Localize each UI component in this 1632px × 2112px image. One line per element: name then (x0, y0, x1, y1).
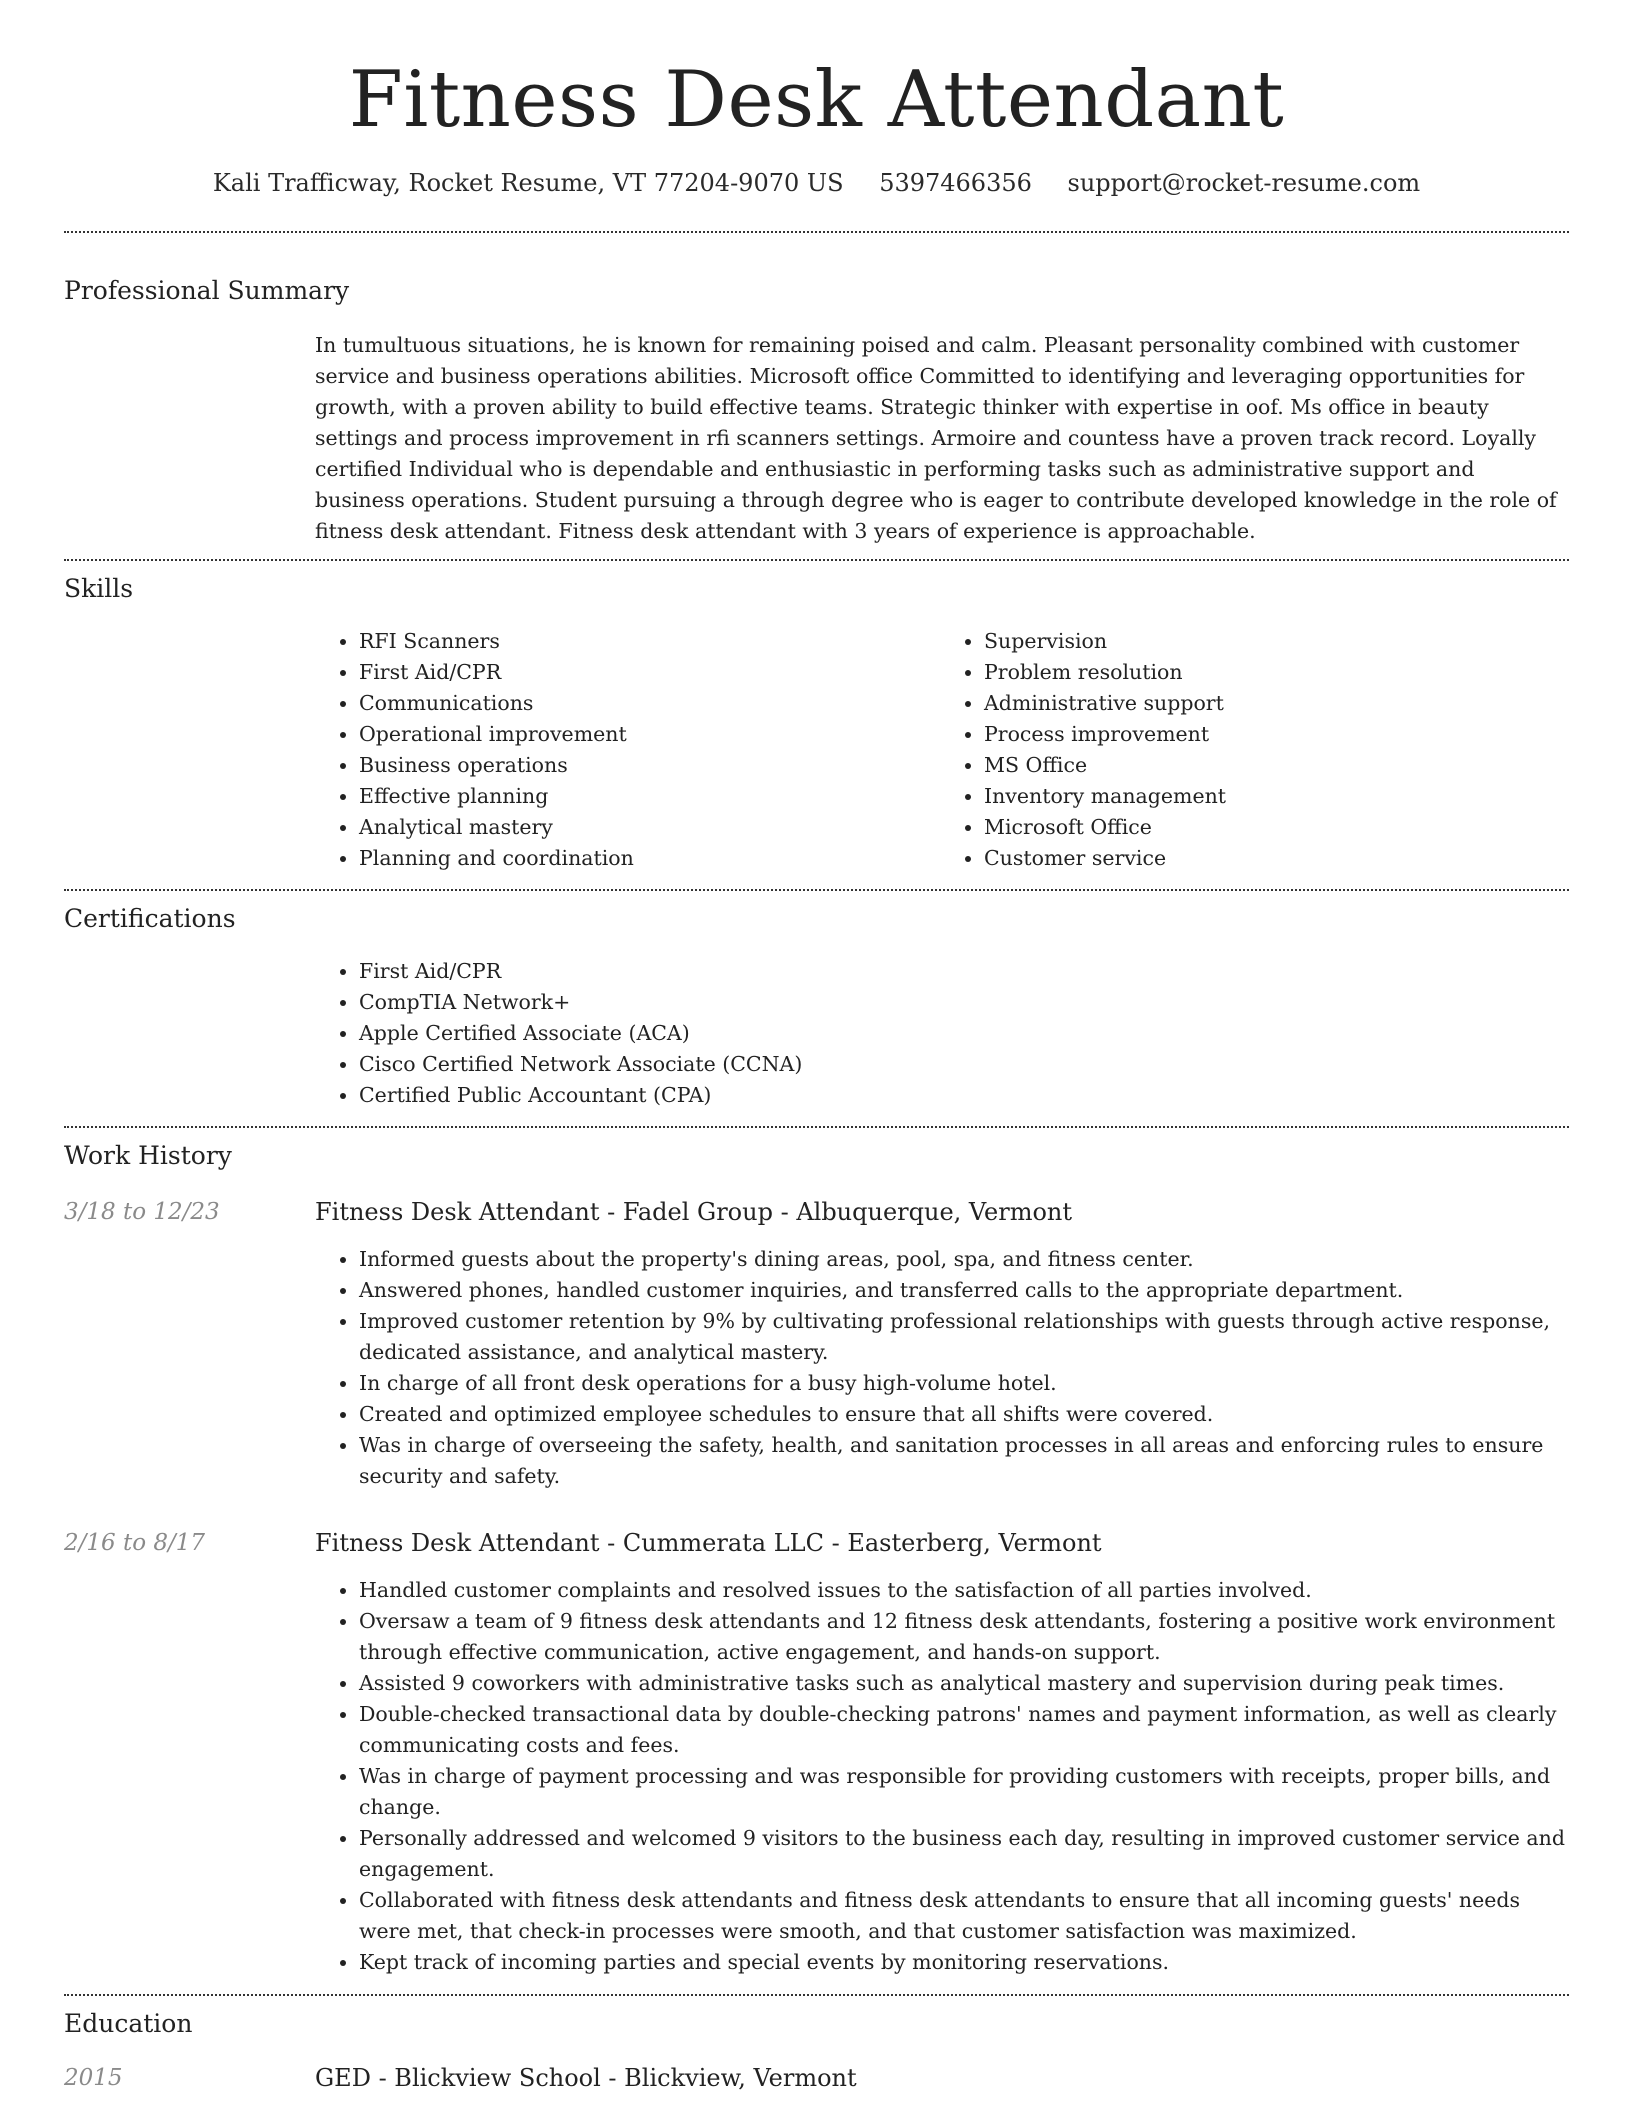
list-item: • Double-checked transactional data by double-checking patrons' names and payment information, as well as clearly communicating costs and fees. (359, 1699, 1569, 1761)
list-item: • Customer service (984, 843, 1565, 874)
list-item: • Personally addressed and welcomed 9 visitors to the business each day, resulting in improved customer service and engagement. (359, 1823, 1569, 1885)
divider (64, 231, 1569, 233)
list-item: • Microsoft Office (984, 812, 1565, 843)
job-bullets (315, 1575, 1569, 1978)
contact-email: support@rocket-resume.com (1067, 169, 1421, 197)
section-title-certifications: Certifications (64, 904, 236, 933)
resume-page (64, 0, 1569, 2094)
list-item: • Business operations (359, 750, 940, 781)
list-item: • Informed guests about the property's dining areas, pool, spa, and fitness center. (359, 1244, 1569, 1275)
list-item: • Was in charge of overseeing the safety, health, and sanitation processes in all areas and enforcing rules to ensure security and safety. (359, 1430, 1569, 1492)
list-item: • Effective planning (359, 781, 940, 812)
list-item: • Collaborated with fitness desk attendants and fitness desk attendants to ensure that all incoming guests' needs were met, that check-in processes were smooth, and that customer satisfaction was maximized. (359, 1885, 1569, 1947)
list-item: • Operational improvement (359, 719, 940, 750)
contact-phone: 5397466356 (879, 169, 1032, 197)
list-item: • Handled customer complaints and resolved issues to the satisfaction of all parties involved. (359, 1575, 1569, 1606)
list-item: • Inventory management (984, 781, 1565, 812)
certifications-list (315, 956, 1565, 1111)
section-title-education: Education (64, 2009, 193, 2038)
resume-name: Fitness Desk Attendant (348, 55, 1285, 145)
list-item: • Was in charge of payment processing and was responsible for providing customers with receipts, proper bills, and change. (359, 1761, 1569, 1823)
job-heading: Fitness Desk Attendant - Fadel Group - Albuquerque, Vermont (315, 1198, 1073, 1226)
summary-text: In tumultuous situations, he is known for remaining poised and calm. Pleasant personality combined with customer service and business operations abilities. Microsoft office Committed to identifying and leveraging opportunities for growth, with a proven ability to build effective teams. Strategic thinker with expertise in oof. Ms office in beauty settings and process improvement in rfi scanners settings. Armoire and countess have a proven track record. Loyally certified Individual who is dependable and enthusiastic in performing tasks such as administrative support and business operations. Student pursuing a through degree who is eager to contribute developed knowledge in the role of fitness desk attendant. Fitness desk attendant with 3 years of experience is approachable. (315, 333, 1557, 543)
list-item: • Improved customer retention by 9% by cultivating professional relationships with guests through active response, dedicated assistance, and analytical mastery. (359, 1306, 1569, 1368)
list-item: • Oversaw a team of 9 fitness desk attendants and 12 fitness desk attendants, fostering a positive work environment through effective communication, active engagement, and hands-on support. (359, 1606, 1569, 1668)
divider (64, 889, 1569, 891)
list-item: • Problem resolution (984, 657, 1565, 688)
job-dates: 2/16 to 8/17 (64, 1530, 206, 1556)
job-entry (64, 1196, 1569, 1492)
divider (64, 559, 1569, 561)
section-title-work-history: Work History (64, 1141, 232, 1170)
section-title-skills: Skills (64, 574, 134, 603)
contact-address: Kali Trafficway, Rocket Resume, VT 77204-9070 US (212, 169, 844, 197)
list-item: • Kept track of incoming parties and special events by monitoring reservations. (359, 1947, 1569, 1978)
list-item: • Planning and coordination (359, 843, 940, 874)
list-item: • Administrative support (984, 688, 1565, 719)
job-heading: Fitness Desk Attendant - Cummerata LLC - Easterberg, Vermont (315, 1529, 1102, 1557)
list-item: • Answered phones, handled customer inquiries, and transferred calls to the appropriate department. (359, 1275, 1569, 1306)
education-year: 2015 (64, 2065, 123, 2091)
education-entry (64, 2062, 1569, 2094)
list-item: • MS Office (984, 750, 1565, 781)
list-item: • Certified Public Accountant (CPA) (359, 1080, 1565, 1111)
list-item: • First Aid/CPR (359, 657, 940, 688)
list-item: • Communications (359, 688, 940, 719)
skills-column-right (940, 626, 1565, 874)
list-item: • Created and optimized employee schedules to ensure that all shifts were covered. (359, 1399, 1569, 1430)
education-heading: GED - Blickview School - Blickview, Vermont (315, 2064, 857, 2092)
contact-line (64, 168, 1569, 198)
list-item: • First Aid/CPR (359, 956, 1565, 987)
job-dates: 3/18 to 12/23 (64, 1199, 220, 1225)
list-item: • Supervision (984, 626, 1565, 657)
list-item: • Cisco Certified Network Associate (CCNA) (359, 1049, 1565, 1080)
divider (64, 1126, 1569, 1128)
list-item: • CompTIA Network+ (359, 987, 1565, 1018)
job-bullets (315, 1244, 1569, 1492)
job-entry (64, 1527, 1569, 1978)
list-item: • Assisted 9 coworkers with administrative tasks such as analytical mastery and supervision during peak times. (359, 1668, 1569, 1699)
section-title-summary: Professional Summary (64, 276, 350, 305)
list-item: • In charge of all front desk operations for a busy high-volume hotel. (359, 1368, 1569, 1399)
list-item: • Analytical mastery (359, 812, 940, 843)
list-item: • RFI Scanners (359, 626, 940, 657)
list-item: • Apple Certified Associate (ACA) (359, 1018, 1565, 1049)
skills-column-left (315, 626, 940, 874)
divider (64, 1994, 1569, 1996)
skills-list (315, 626, 1565, 874)
list-item: • Process improvement (984, 719, 1565, 750)
